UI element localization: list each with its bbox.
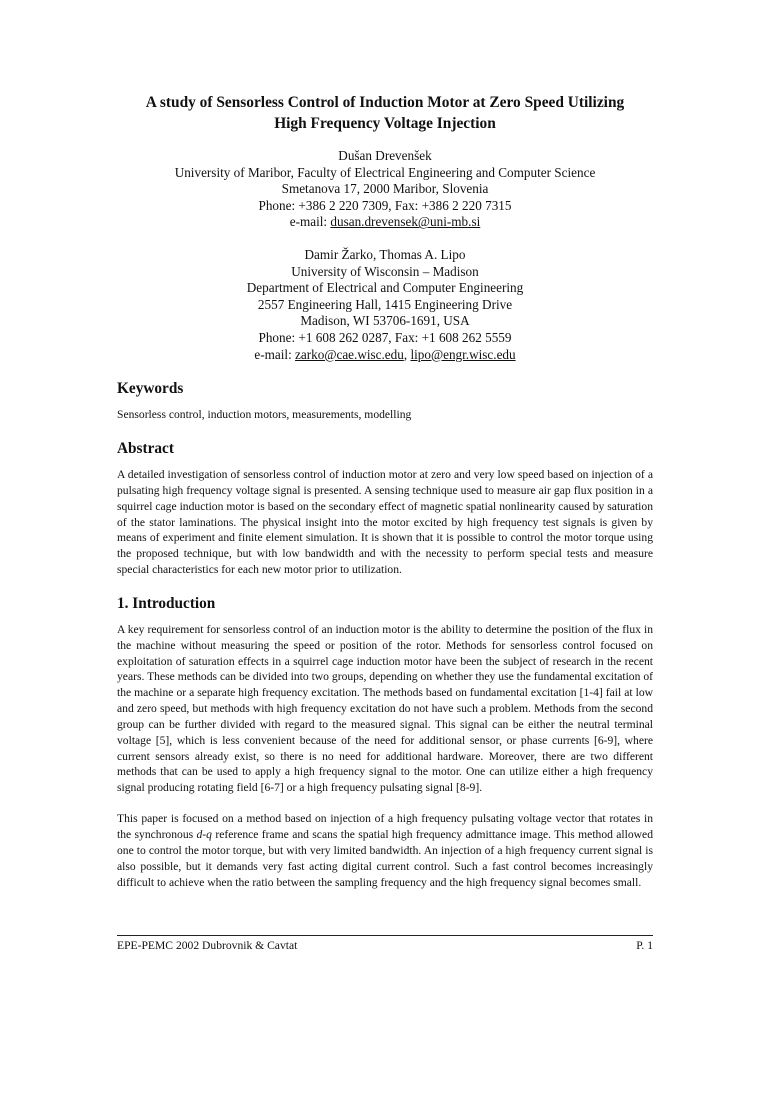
author-email-line <box>117 214 653 231</box>
author-name: Dušan Drevenšek <box>338 148 432 163</box>
email-prefix: e-mail: <box>254 346 296 362</box>
author-phone-fax: Phone: +1 608 262 0287, Fax: +1 608 262 5559 <box>258 329 512 345</box>
author-phone-fax: Phone: +386 2 220 7309, Fax: +386 2 220 7315 <box>258 197 512 213</box>
email-prefix: e-mail: <box>289 214 331 230</box>
title-line-1: A study of Sensorless Control of Induction Motor at Zero Speed Utilizing <box>145 94 625 111</box>
page-footer <box>117 939 653 953</box>
page-number: P. 1 <box>636 939 653 952</box>
introduction-paragraph-2 <box>117 811 653 890</box>
author-block-1 <box>117 148 653 231</box>
author-names: Damir Žarko, Thomas A. Lipo <box>304 246 466 262</box>
email-link-lipo[interactable]: lipo@engr.wisc.edu <box>410 346 516 362</box>
paper-title <box>117 92 653 134</box>
author-university: University of Wisconsin – Madison <box>291 263 479 279</box>
email-link[interactable]: dusan.drevensek@uni-mb.si <box>330 214 481 230</box>
footer-rule <box>117 935 653 936</box>
email-separator: , <box>403 346 411 362</box>
footer-conference: EPE-PEMC 2002 Dubrovnik & Cavtat <box>117 939 298 952</box>
introduction-heading: 1. Introduction <box>117 594 216 612</box>
abstract-text: A detailed investigation of sensorless control of induction motor at zero and very low speed based on injection of a pulsating high frequency voltage signal is presented. A sensing technique used to measure air gap flux position in a squirrel cage induction motor is based on the secondary effect of magnetic spatial nonlinearity caused by saturation of the stator laminations. The physical insight into the motor excited by high frequency test signals is given by means of experiment and finite element simulation. It is shown that it is possible to control the motor torque using the proposed technique, but with low bandwidth and with the necessity to perform special tests and measure special characteristics for each new motor prior to utilization. <box>117 467 653 577</box>
title-line-2: High Frequency Voltage Injection <box>274 115 496 132</box>
author-address-2: Madison, WI 53706-1691, USA <box>300 313 470 329</box>
author-address: Smetanova 17, 2000 Maribor, Slovenia <box>281 181 489 197</box>
email-link-zarko[interactable]: zarko@cae.wisc.edu <box>295 346 404 362</box>
author-department: Department of Electrical and Computer Engineering <box>246 280 524 296</box>
author-block-2 <box>117 247 653 363</box>
author-affiliation: University of Maribor, Faculty of Electrical Engineering and Computer Science <box>174 164 596 180</box>
paragraph-text-a: This paper is focused on a method based on injection of a high frequency pulsating voltage vector that rotates in the synchronous <box>117 812 653 841</box>
author-email-line <box>117 347 653 364</box>
abstract-heading: Abstract <box>117 439 174 457</box>
paper-page <box>0 92 768 1116</box>
introduction-paragraph-1: A key requirement for sensorless control of an induction motor is the ability to determine the position of the flux in the machine without measuring the speed or position of the rotor. Methods for sensorless control focused on exploitation of saturation effects in a squirrel cage induction motor have been the subject of research in the recent years. These methods can be divided into two groups, depending on whether they use the fundamental excitation of the machine or a separate high frequency excitation. The methods based on fundamental excitation [1-4] fail at low and zero speed, but methods with high frequency excitation do not have such a problem. Methods from the second group can be further divided with regard to the measured signal. This signal can be either the neutral terminal voltage [5], which is less convenient because of the need for additional sensor, or phase currents [6-9], where current sensors already exist, so there is no need for additional hardware. Moreover, there are two different methods that can be used to apply a high frequency signal to the motor. One can utilize either a high frequency signal producing rotating field [6-7] or a high frequency pulsating signal [8-9]. <box>117 622 653 795</box>
keywords-heading: Keywords <box>117 380 184 398</box>
author-address-1: 2557 Engineering Hall, 1415 Engineering Drive <box>257 296 513 312</box>
paragraph-text-b: reference frame and scans the spatial high frequency admittance image. This method allowed one to control the motor torque, but with very limited bandwidth. An injection of a high frequency current signal is also possible, but it demands very fast acting digital current control. Such a fast control becomes increasingly difficult to achieve when the ratio between the sampling frequency and the high frequency signal becomes small. <box>117 828 653 889</box>
keywords-text: Sensorless control, induction motors, measurements, modelling <box>117 408 412 422</box>
dq-term: d-q <box>196 828 212 841</box>
